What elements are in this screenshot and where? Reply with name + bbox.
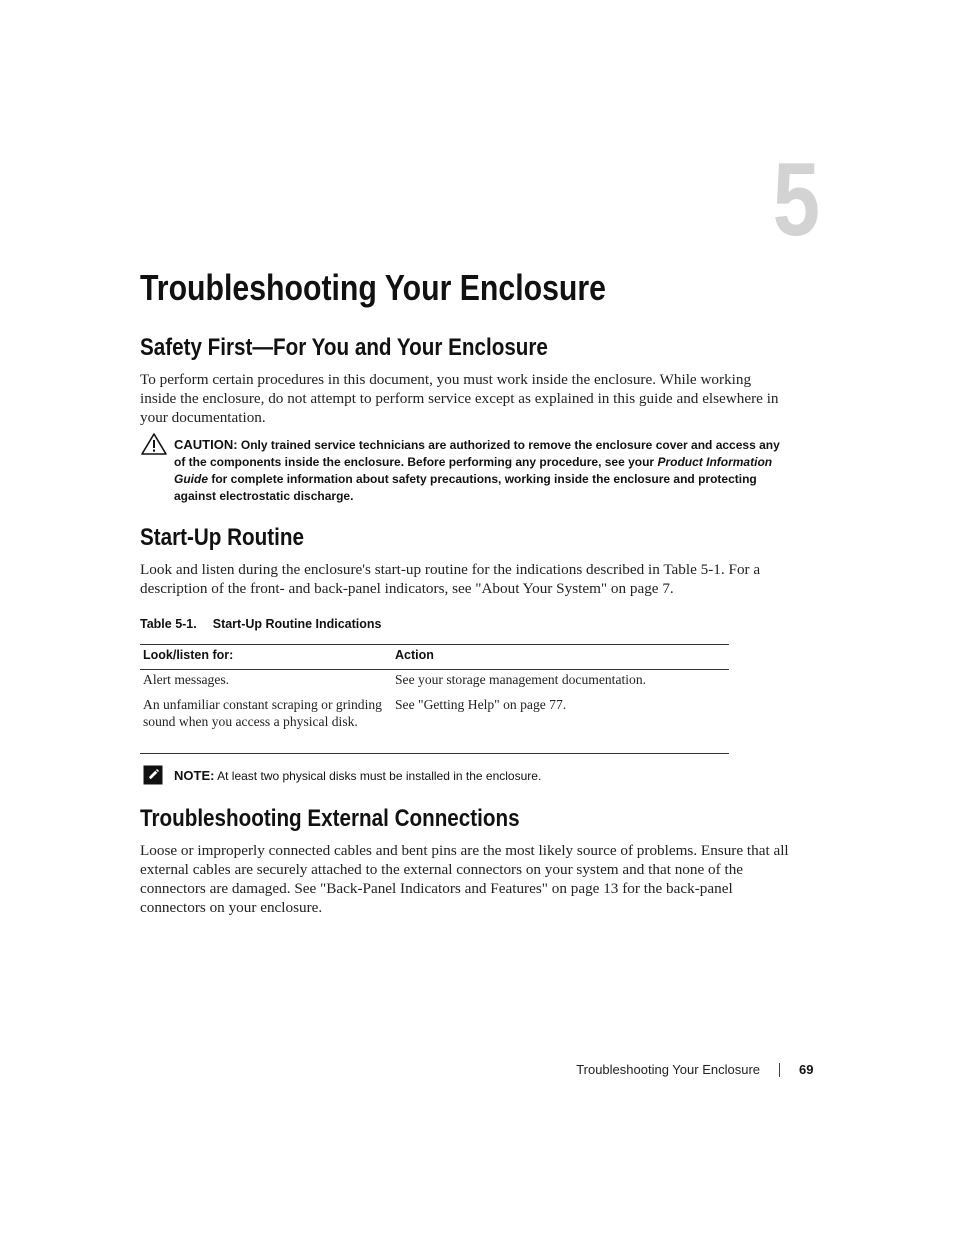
page-title: Troubleshooting Your Enclosure [140, 267, 606, 308]
table-bottom-rule [140, 753, 729, 754]
table-number: Table 5-1. [140, 617, 197, 631]
table-cell-row2-action: See "Getting Help" on page 77. [395, 697, 567, 712]
note-notice [174, 767, 541, 785]
table-header-action: Action [395, 648, 434, 662]
heading-start-up-routine: Start-Up Routine [140, 524, 304, 551]
caution-label: CAUTION: [174, 437, 238, 452]
heading-safety-first: Safety First—For You and Your Enclosure [140, 334, 548, 361]
caution-text-part2: for complete information about safety precautions, working inside the enclosure and protecting against electrostatic discharge. [174, 472, 757, 503]
safety-paragraph: To perform certain procedures in this document, you must work inside the enclosure. While working inside the enclosure, do not attempt to perform service except as explained in this guide and elsewhere in your documentation. [140, 371, 779, 426]
table-header-look: Look/listen for: [143, 648, 234, 662]
caution-text-part1: Only trained service technicians are authorized to remove the enclosure cover and access any of the components inside the enclosure. Before performing any procedure, see your [174, 438, 780, 469]
table-cell-row2-look: An unfamiliar constant scraping or grinding sound when you access a physical disk. [143, 697, 382, 729]
footer-separator [779, 1063, 780, 1077]
footer-chapter-title: Troubleshooting Your Enclosure [576, 1062, 760, 1077]
table-header-rule [140, 669, 729, 670]
warning-triangle-icon [140, 432, 168, 456]
table-cell-row1-action: See your storage management documentation. [395, 672, 647, 687]
table-caption [140, 616, 381, 632]
table-top-rule [140, 644, 729, 645]
note-label: NOTE: [174, 768, 215, 783]
footer-page-number: 69 [799, 1062, 814, 1077]
heading-external-connections: Troubleshooting External Connections [140, 805, 520, 832]
external-paragraph: Loose or improperly connected cables and bent pins are the most likely source of problems. Ensure that all external cables are securely attached to the external connectors on your system and that none of the connectors are damaged. See "Back-Panel Indicators and Features" on page 13 for the back-panel connectors on your enclosure. [140, 842, 789, 916]
caution-reference: Product Information Guide [174, 455, 773, 486]
chapter-number: 5 [772, 142, 820, 258]
table-cell-row1-look: Alert messages. [143, 672, 230, 687]
note-text: At least two physical disks must be installed in the enclosure. [214, 769, 542, 783]
pencil-note-icon [143, 765, 163, 785]
caution-notice [174, 436, 794, 505]
table-title: Start-Up Routine Indications [212, 617, 382, 631]
startup-paragraph: Look and listen during the enclosure's start-up routine for the indications described in Table 5-1. For a description of the front- and back-panel indicators, see "About Your System" on page 7. [140, 561, 761, 597]
